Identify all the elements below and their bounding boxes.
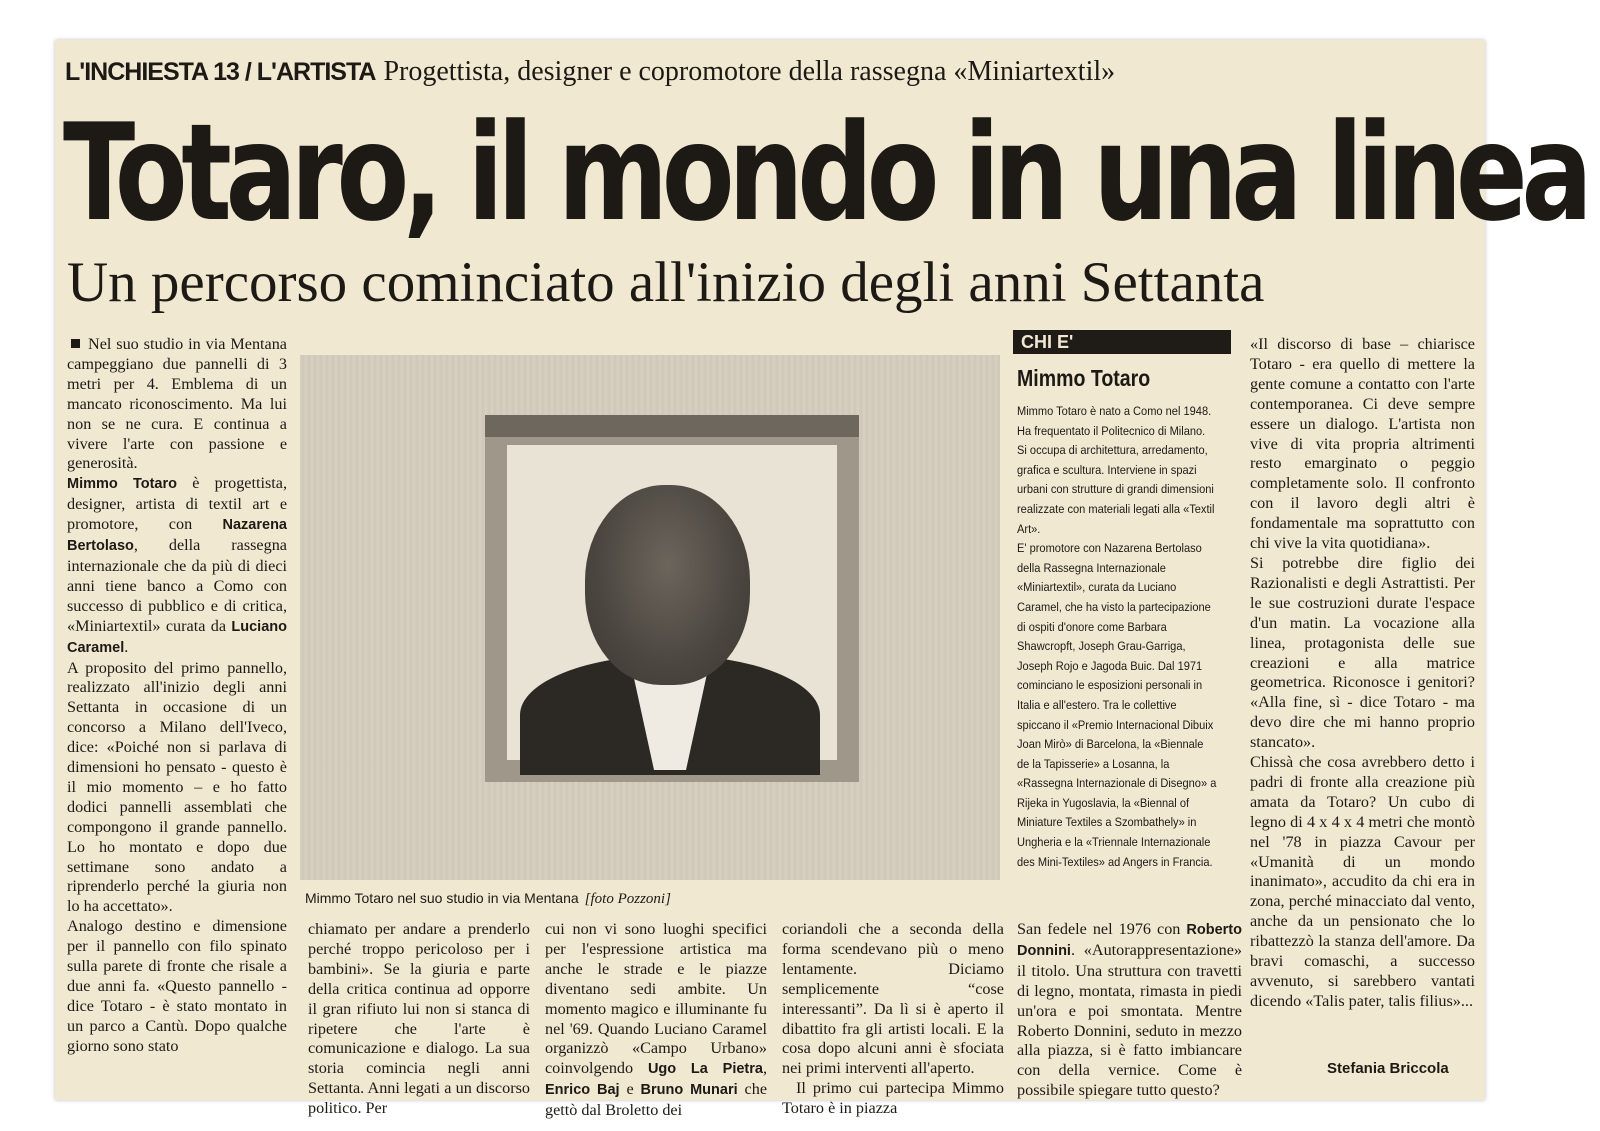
paragraph: Chissà che cosa avrebbero detto i padri di fronte alla creazione più amata da Totaro? Un cubo di legno di 4 x 4 x 4 metri che montò nel '78 in piazza Cavour per «Umanità di un mondo inanimato», accudito da chi era in zona, perché minacciato dal vento, anche da un pensionato che lo ribattezzò la stanza dell'amore. Da bravi comaschi, a successo avvenuto, si sarebbero vantati dicendo «Talis pater, talis filius»...	[1250, 753, 1475, 1010]
article-column-6	[1250, 335, 1475, 1012]
paragraph: , della rassegna internazionale che da più di dieci anni tiene banco a Como con successo di pubblico e di critica, «Miniartextil» curata da	[67, 536, 287, 635]
paragraph: Si potrebbe dire figlio dei Razionalisti e degli Astrattisti. Per le sue costruzioni durate l'espace d'un matin. La vocazione alla linea, protagonista delle sue creazioni e alla matrice geometrica. Riconosce i genitori? «Alla fine, sì - dice Totaro - ma devo dire che mi hanno proprio stancato».	[1250, 553, 1475, 752]
section-label: L'INCHIESTA 13 / L'ARTISTA	[65, 58, 376, 86]
photo-caption	[305, 890, 671, 908]
person-name: Mimmo Totaro	[67, 476, 177, 493]
paragraph: coriandoli che a seconda della forma scendevano più o meno lentamente. Diciamo semplicemente “cose interessanti”. Da lì si è aperto il dibattito fra gli artisti locali. E la cosa dopo alcuni anni è sfociata nei primi interventi all'aperto.	[782, 920, 1004, 1078]
sidebar-tag: CHI E'	[1013, 330, 1231, 354]
person-name: Roberto Donnini	[1017, 922, 1242, 959]
paragraph: Nel suo studio in via Mentana campeggiano due pannelli di 3 metri per 4. Emblema di un mancato riconoscimento. Ma lui non se ne cura. E continua a vivere l'arte con passione e generosità.	[67, 335, 287, 473]
frame-top-bar	[485, 415, 859, 437]
headline: Totaro, il mondo in una linea	[63, 95, 1587, 251]
person-name: Ugo La Pietra	[647, 1061, 763, 1078]
paragraph: San fedele nel 1976 con	[1017, 920, 1187, 938]
person-name: Bruno Munari	[640, 1082, 738, 1099]
article-column-3	[545, 920, 767, 1121]
article-column-2	[308, 920, 530, 1119]
article-column-1	[67, 335, 287, 1057]
article-column-4	[782, 920, 1004, 1119]
paragraph: «Il discorso di base – chiarisce Totaro - era quello di mettere la gente comune a contatto con l'arte contemporanea. Ci deve sempre essere un dialogo. L'artista non vive di vita propria altrimenti resto emarginato o peggio completamente solo. Il confronto con il lavoro degli altri è fondamentale ma soprattutto con chi vive la vita quotidiana».	[1250, 335, 1475, 553]
kicker	[65, 54, 1115, 90]
author-byline: Stefania Briccola	[1327, 1060, 1449, 1077]
person-name: Enrico Baj	[545, 1082, 620, 1099]
article-column-5	[1017, 920, 1242, 1101]
paragraph: che gettò dal Broletto dei	[545, 1080, 767, 1120]
paragraph: e	[619, 1080, 641, 1099]
caption-text: Mimmo Totaro nel suo studio in via Mentana	[305, 890, 579, 906]
person-name: Nazarena Bertolaso	[67, 517, 287, 555]
paragraph: è progettista, designer, artista di textil art e promotore, con	[67, 474, 288, 534]
paragraph: E' promotore con Nazarena Bertolaso della Rassegna Internazionale «Miniartextil», curata da Luciano Caramel, che ha visto la partecipazione di ospiti d'onore come Barbara Shawcropft, Joseph Grau-Garriga, Joseph Rojo e Jagoda Buic. Dal 1971 cominciano le esposizioni personali in Italia e all'estero. Tra le collettive spiccano il «Premio Internacional Dibuix Joan Mirò» di Barcelona, la «Biennale de la Tapisserie» a Losanna, la «Rassegna Internazionale di Disegno» a Rijeka in Yugoslavia, la «Biennal of Miniature Textiles a Szombathely» in Ungheria e la «Triennale Internazionale des Mini-Textiles» ad Angers in Francia.	[1017, 541, 1217, 869]
paragraph: Mimmo Totaro è nato a Como nel 1948. Ha frequentato il Politecnico di Milano. Si occupa di architettura, arredamento, grafica e scultura. Interviene in spazi urbani con strutture di grandi dimensioni realizzate con materiali legati alla «Textil Art».	[1017, 404, 1215, 536]
newspaper-clipping	[55, 40, 1587, 1120]
portrait-face	[585, 485, 750, 685]
person-name: Luciano Caramel	[67, 618, 287, 656]
photo-credit: [foto Pozzoni]	[584, 891, 671, 907]
paragraph: .	[124, 637, 129, 656]
paragraph: Il primo cui partecipa Mimmo Totaro è in piazza	[782, 1079, 1004, 1118]
portrait-photo	[300, 355, 1000, 880]
sidebar-title: Mimmo Totaro	[1017, 365, 1151, 391]
paragraph: Analogo destino e dimensione per il pannello con filo spinato sulla parete di fronte che risale a due anni fa. «Questo pannello - dice Totaro - è stato montato in un parco a Cantù. Dopo qualche giorno sono stato	[67, 917, 287, 1055]
sidebar-bio	[1017, 402, 1217, 872]
bullet-icon	[71, 339, 80, 348]
paragraph: cui non vi sono luoghi specifici per l'espressione artistica ma anche le strade e le piazze diventano sedi ambite. Un momento magico e illuminante fu nel '69. Quando Luciano Caramel organizzò «Campo Urbano» coinvolgendo	[545, 920, 767, 1078]
paragraph: ,	[762, 1059, 767, 1078]
kicker-text: Progettista, designer e copromotore della rassegna «Miniartextil»	[383, 56, 1116, 87]
paragraph: A proposito del primo pannello, realizzato all'inizio degli anni Settanta in occasione di un concorso a Milano dell'Iveco, dice: «Poiché non si parlava di dimensioni ho pensato - questo è il mio momento – e ho fatto dodici pannelli assemblati che compongono il grande pannello. Lo ho montato e dopo due settimane sono andato a riprenderlo perché la giuria non lo ha accettato».	[67, 658, 287, 916]
paragraph: chiamato per andare a prenderlo perché troppo pericoloso per i bambini». Se la giuria e parte della critica continua ad opporre il gran rifiuto lui non si stanca di ripetere che l'arte è comunicazione e dialogo. La sua storia comincia negli anni Settanta. Anni legati a un discorso politico. Per	[308, 920, 530, 1118]
subheadline: Un percorso cominciato all'inizio degli anni Settanta	[67, 251, 1265, 314]
paragraph: . «Autorappresentazione» il titolo. Una struttura con travetti di legno, montata, rimasta in piedi un'ora e poi smontata. Mentre Roberto Donnini, seduto in mezzo alla piazza, si è fatto imbiancare con della vernice. Come è possibile spiegare tutto questo?	[1017, 940, 1242, 1100]
